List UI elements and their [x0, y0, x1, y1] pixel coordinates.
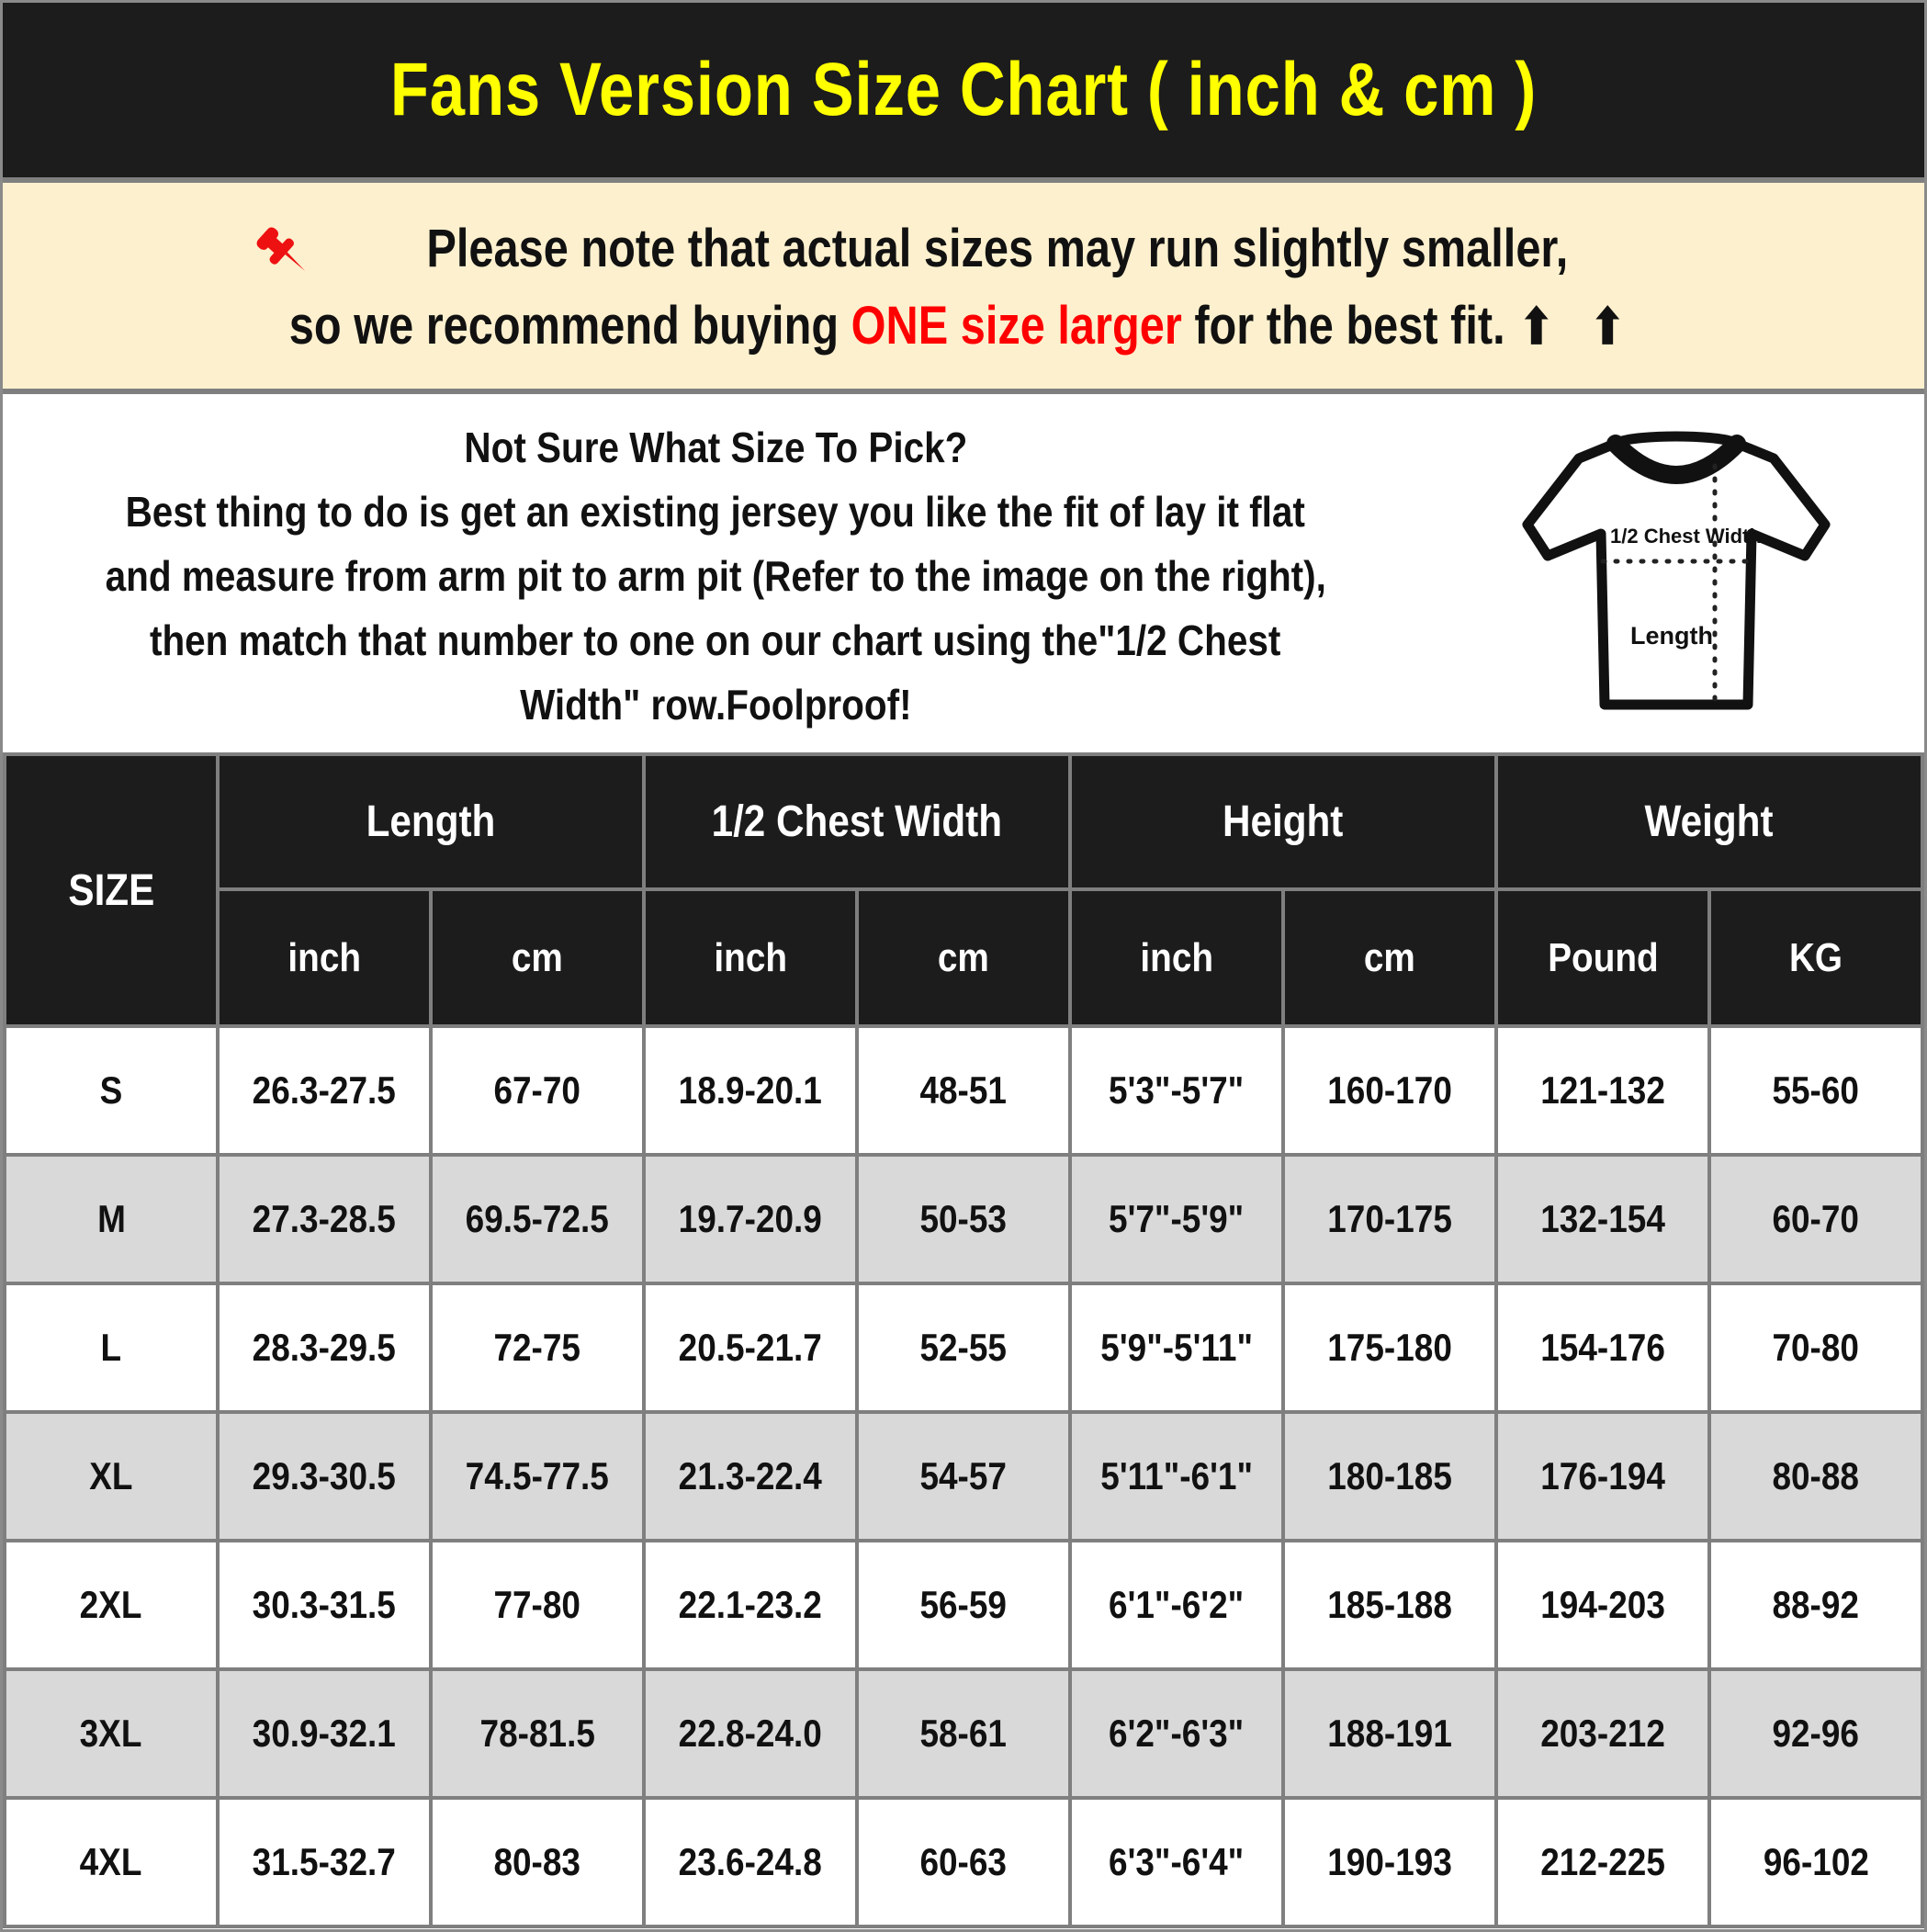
- table-cell: 80-88: [1711, 1414, 1921, 1539]
- table-cell: 29.3-30.5: [220, 1414, 429, 1539]
- row-size-label: M: [6, 1157, 216, 1282]
- note-line-2: [161, 295, 1766, 356]
- table-cell: 22.8-24.0: [646, 1671, 855, 1796]
- table-cell: 5'9"-5'11": [1072, 1285, 1281, 1410]
- table-cell: 190-193: [1285, 1800, 1494, 1925]
- table-cell: 176-194: [1498, 1414, 1707, 1539]
- table-cell: 88-92: [1711, 1542, 1921, 1667]
- table-cell: 69.5-72.5: [433, 1157, 642, 1282]
- note-text-2-prefix: so we recommend buying: [289, 295, 851, 356]
- table-cell: 28.3-29.5: [220, 1285, 429, 1410]
- up-arrows-icon: ⬆ ⬆: [1519, 299, 1638, 355]
- table-cell: 31.5-32.7: [220, 1800, 429, 1925]
- row-size-label: 2XL: [6, 1542, 216, 1667]
- table-cell: 52-55: [859, 1285, 1068, 1410]
- table-cell: 56-59: [859, 1542, 1068, 1667]
- instructions-line: then match that number to one on our chart using the"1/2 Chest: [150, 616, 1281, 664]
- table-cell: 132-154: [1498, 1157, 1707, 1282]
- table-cell: 180-185: [1285, 1414, 1494, 1539]
- row-size-label: 4XL: [6, 1800, 216, 1925]
- table-cell: 55-60: [1711, 1028, 1921, 1153]
- table-cell: 5'3"-5'7": [1072, 1028, 1281, 1153]
- table-cell: 6'2"-6'3": [1072, 1671, 1281, 1796]
- instructions-line: and measure from arm pit to arm pit (Refer to the image on the right),: [105, 552, 1326, 600]
- title-bar: [3, 3, 1924, 177]
- row-size-label: XL: [6, 1414, 216, 1539]
- table-cell: 72-75: [433, 1285, 642, 1410]
- table-cell: 23.6-24.8: [646, 1800, 855, 1925]
- table-cell: 188-191: [1285, 1671, 1494, 1796]
- tshirt-diagram: [1428, 412, 1924, 734]
- table-cell: 194-203: [1498, 1542, 1707, 1667]
- table-cell: 5'7"-5'9": [1072, 1157, 1281, 1282]
- pushpin-icon: [250, 221, 316, 288]
- note-banner: [3, 183, 1924, 389]
- instructions-heading: Not Sure What Size To Pick?: [463, 424, 968, 471]
- subheader: inch: [220, 891, 429, 1024]
- subheader: KG: [1711, 891, 1921, 1024]
- row-size-label: S: [6, 1028, 216, 1153]
- length-label: Length: [1630, 622, 1713, 650]
- header-size: SIZE: [6, 756, 216, 1024]
- table-cell: 80-83: [433, 1800, 642, 1925]
- size-table: [3, 752, 1924, 1928]
- table-cell: 74.5-77.5: [433, 1414, 642, 1539]
- table-cell: 50-53: [859, 1157, 1068, 1282]
- table-cell: 22.1-23.2: [646, 1542, 855, 1667]
- subheader: cm: [1285, 891, 1494, 1024]
- row-size-label: L: [6, 1285, 216, 1410]
- header-group-length: Length: [220, 756, 642, 887]
- table-cell: 185-188: [1285, 1542, 1494, 1667]
- page-title: Fans Version Size Chart ( inch & cm ): [389, 48, 1538, 131]
- row-size-label: 3XL: [6, 1671, 216, 1796]
- header-group-weight: Weight: [1498, 756, 1921, 887]
- header-group-height: Height: [1072, 756, 1494, 887]
- table-cell: 26.3-27.5: [220, 1028, 429, 1153]
- table-cell: 70-80: [1711, 1285, 1921, 1410]
- table-cell: 21.3-22.4: [646, 1414, 855, 1539]
- table-cell: 96-102: [1711, 1800, 1921, 1925]
- table-cell: 6'3"-6'4": [1072, 1800, 1281, 1925]
- table-cell: 27.3-28.5: [220, 1157, 429, 1282]
- note-highlight: ONE size larger: [851, 295, 1183, 356]
- table-cell: 48-51: [859, 1028, 1068, 1153]
- table-cell: 212-225: [1498, 1800, 1707, 1925]
- instructions-text: [3, 410, 1428, 737]
- instructions-line: Best thing to do is get an existing jersey you like the fit of lay it flat: [125, 488, 1306, 536]
- header-group-chest: 1/2 Chest Width: [646, 756, 1068, 887]
- subheader: inch: [646, 891, 855, 1024]
- table-cell: 175-180: [1285, 1285, 1494, 1410]
- subheader: Pound: [1498, 891, 1707, 1024]
- table-cell: 92-96: [1711, 1671, 1921, 1796]
- table-cell: 30.9-32.1: [220, 1671, 429, 1796]
- table-cell: 60-70: [1711, 1157, 1921, 1282]
- instructions-section: [3, 394, 1924, 752]
- table-cell: 20.5-21.7: [646, 1285, 855, 1410]
- table-cell: 54-57: [859, 1414, 1068, 1539]
- note-line-1: [250, 216, 1677, 282]
- tshirt-measurement-diagram: [1502, 412, 1851, 734]
- table-cell: 5'11"-6'1": [1072, 1414, 1281, 1539]
- note-text-2-suffix: for the best fit.: [1182, 295, 1505, 356]
- table-cell: 203-212: [1498, 1671, 1707, 1796]
- table-cell: 67-70: [433, 1028, 642, 1153]
- chest-width-label: 1/2 Chest Width: [1610, 525, 1762, 548]
- note-text-2: [289, 295, 1638, 356]
- table-cell: 30.3-31.5: [220, 1542, 429, 1667]
- subheader: cm: [859, 891, 1068, 1024]
- table-cell: 121-132: [1498, 1028, 1707, 1153]
- table-cell: 170-175: [1285, 1157, 1494, 1282]
- subheader: inch: [1072, 891, 1281, 1024]
- table-cell: 160-170: [1285, 1028, 1494, 1153]
- table-cell: 6'1"-6'2": [1072, 1542, 1281, 1667]
- subheader: cm: [433, 891, 642, 1024]
- table-cell: 78-81.5: [433, 1671, 642, 1796]
- table-cell: 77-80: [433, 1542, 642, 1667]
- table-cell: 19.7-20.9: [646, 1157, 855, 1282]
- table-cell: 60-63: [859, 1800, 1068, 1925]
- table-cell: 58-61: [859, 1671, 1068, 1796]
- note-text-1: Please note that actual sizes may run slightly smaller,: [426, 219, 1569, 278]
- table-cell: 154-176: [1498, 1285, 1707, 1410]
- table-cell: 18.9-20.1: [646, 1028, 855, 1153]
- instructions-line: Width" row.Foolproof!: [519, 681, 912, 729]
